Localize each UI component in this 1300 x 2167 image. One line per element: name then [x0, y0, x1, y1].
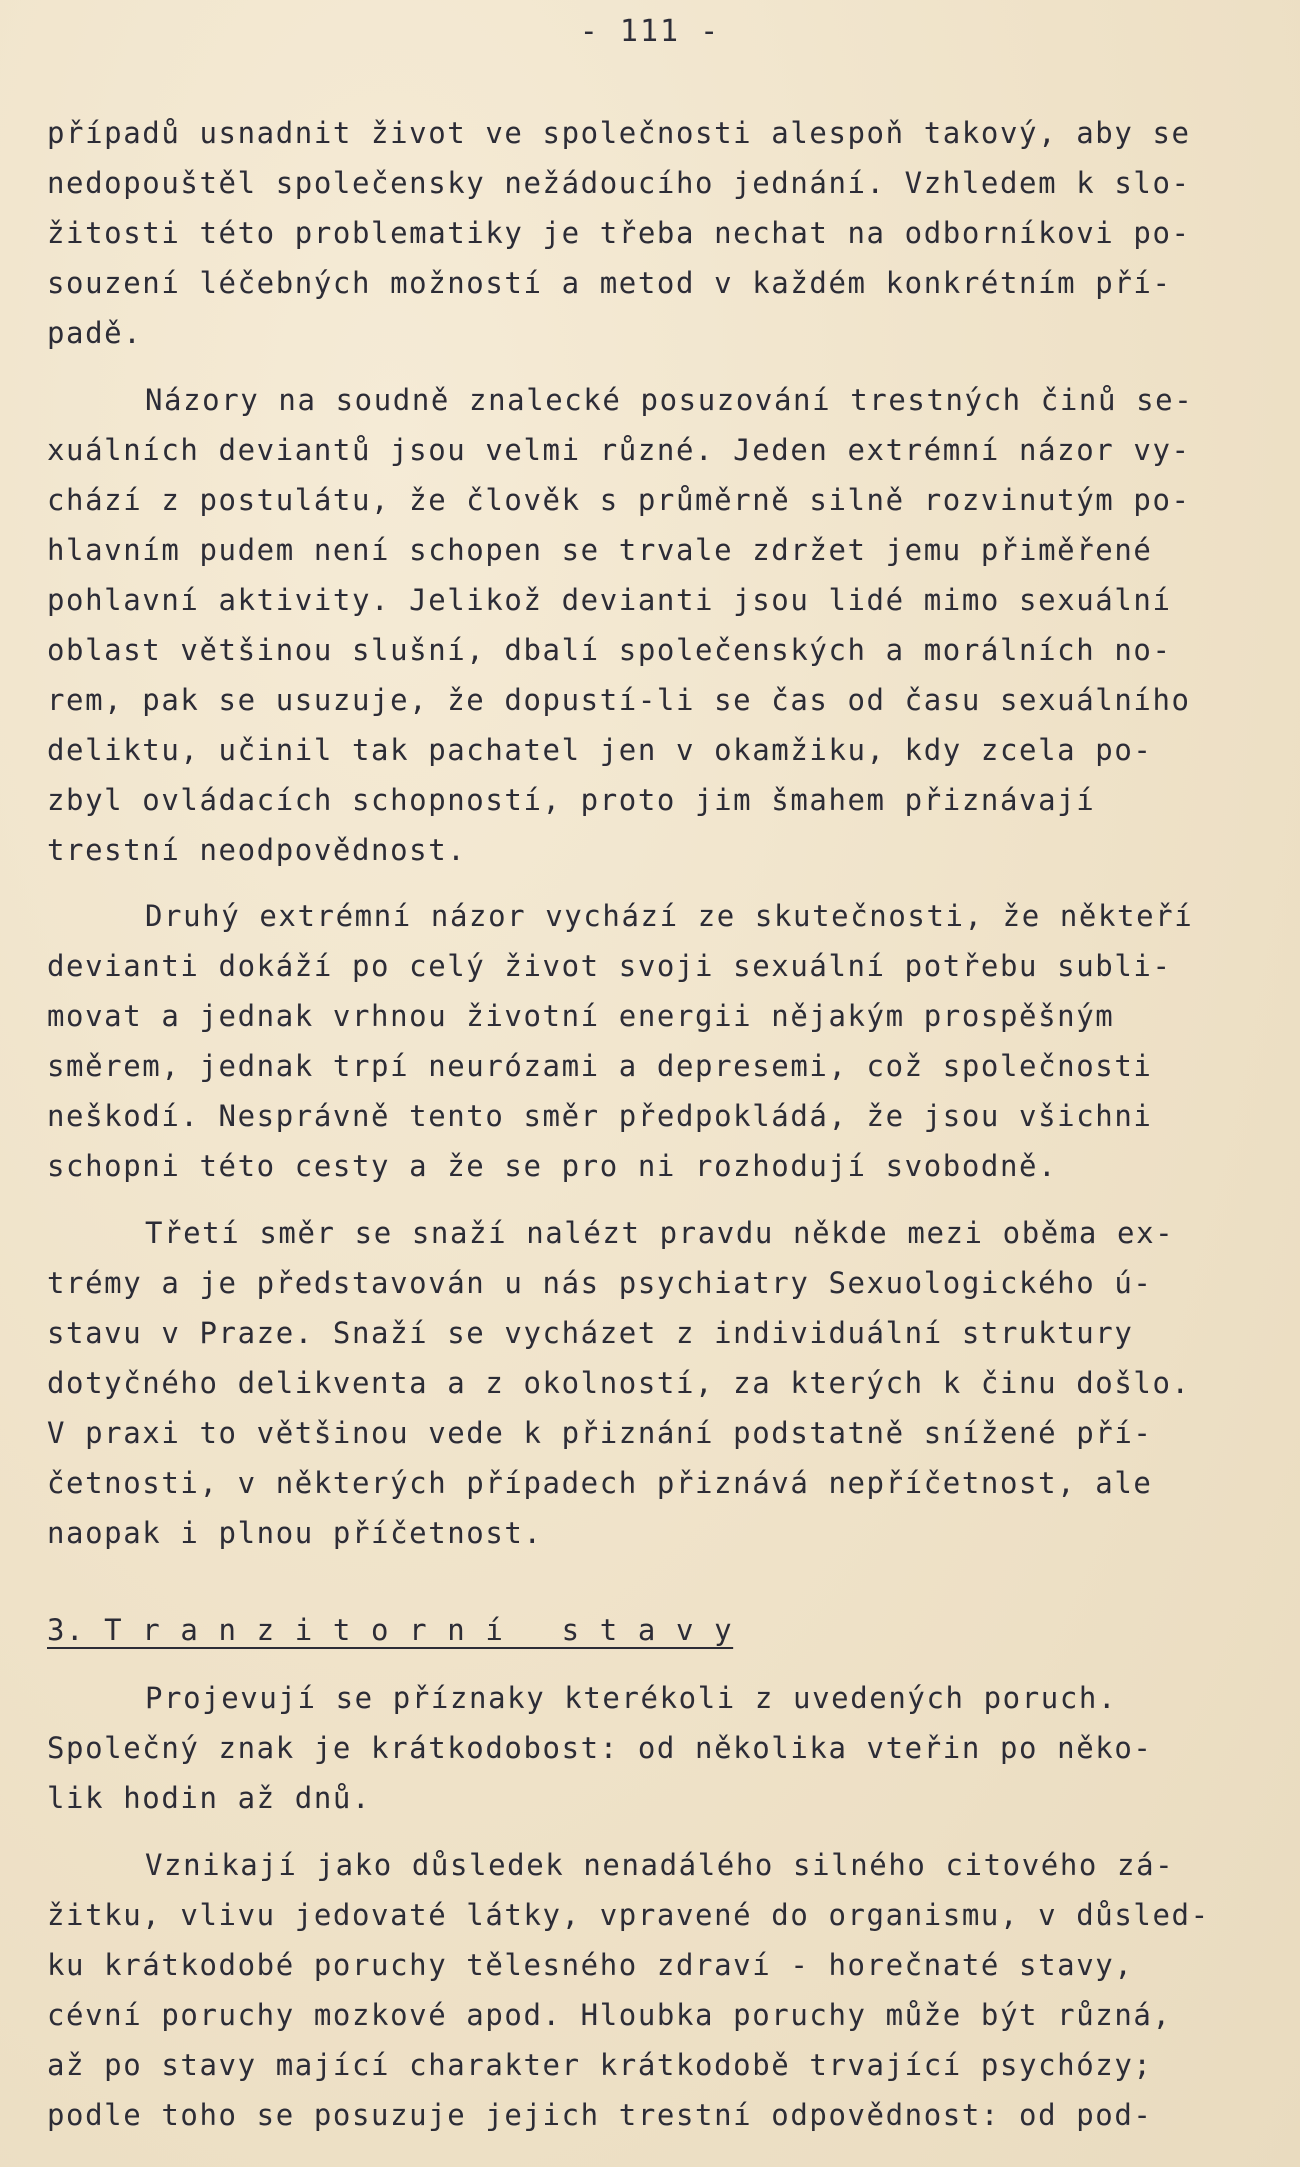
paragraph-4-line-7: naopak i plnou příčetnost. — [47, 1516, 543, 1550]
section-heading: 3. T r a n z i t o r n í s t a v y — [47, 1613, 734, 1647]
paragraph-2-line-8: deliktu, učinil tak pachatel jen v okamžiku, kdy zcela po- — [47, 733, 1153, 767]
section-paragraph-1-line-2: Společný znak je krátkodobost: od několika vteřin po něko- — [47, 1731, 1153, 1765]
section-paragraph-2-line-3: ku krátkodobé poruchy tělesného zdraví - horečnaté stavy, — [47, 1948, 1134, 1982]
paragraph-3-line-3: movat a jednak vrhnou životní energii nějakým prospěšným — [47, 999, 1115, 1033]
paragraph-1-line-4: souzení léčebných možností a metod v každém konkrétním pří- — [47, 266, 1172, 300]
paragraph-1-line-5: padě. — [47, 316, 143, 350]
paragraph-3-line-5: neškodí. Nesprávně tento směr předpokládá, že jsou všichni — [47, 1099, 1153, 1133]
paragraph-3-line-2: devianti dokáží po celý život svoji sexuální potřebu subli- — [47, 949, 1172, 983]
section-paragraph-2-line-5: až po stavy mající charakter krátkodobě trvající psychózy; — [47, 2048, 1153, 2082]
paragraph-4-line-6: četnosti, v některých případech přiznává nepříčetnost, ale — [47, 1466, 1153, 1500]
paragraph-3-line-1: Druhý extrémní názor vychází ze skutečnosti, že někteří — [145, 899, 1194, 933]
paragraph-2-line-2: xuálních deviantů jsou velmi různé. Jeden extrémní názor vy- — [47, 433, 1191, 467]
paragraph-2-line-4: hlavním pudem není schopen se trvale zdržet jemu přiměřené — [47, 533, 1153, 567]
paragraph-1-line-3: žitosti této problematiky je třeba nechat na odborníkovi po- — [47, 216, 1191, 250]
section-paragraph-1-line-3: lik hodin až dnů. — [47, 1781, 372, 1815]
section-paragraph-1-line-1: Projevují se příznaky kterékoli z uvedených poruch. — [145, 1681, 1118, 1715]
section-paragraph-2-line-6: podle toho se posuzuje jejich trestní odpovědnost: od pod- — [47, 2098, 1153, 2132]
section-paragraph-2-line-4: cévní poruchy mozkové apod. Hloubka poruchy může být různá, — [47, 1998, 1172, 2032]
paragraph-2-line-3: chází z postulátu, že člověk s průměrně silně rozvinutým po- — [47, 483, 1191, 517]
paragraph-2-line-10: trestní neodpovědnost. — [47, 833, 467, 867]
paragraph-4-line-3: stavu v Praze. Snaží se vycházet z individuální struktury — [47, 1316, 1134, 1350]
paragraph-4-line-2: trémy a je představován u nás psychiatry Sexuologického ú- — [47, 1266, 1153, 1300]
section-paragraph-2-line-1: Vznikají jako důsledek nenadálého silného citového zá- — [145, 1848, 1175, 1882]
paragraph-2-line-9: zbyl ovládacích schopností, proto jim šmahem přiznávají — [47, 783, 1096, 817]
paragraph-4-line-4: dotyčného delikventa a z okolností, za kterých k činu došlo. — [47, 1366, 1191, 1400]
paragraph-2-line-6: oblast většinou slušní, dbalí společenských a morálních no- — [47, 633, 1172, 667]
paragraph-2-line-7: rem, pak se usuzuje, že dopustí-li se čas od času sexuálního — [47, 683, 1191, 717]
paragraph-4-line-5: V praxi to většinou vede k přiznání podstatně snížené pří- — [47, 1416, 1153, 1450]
paragraph-2-line-1: Názory na soudně znalecké posuzování trestných činů se- — [145, 383, 1194, 417]
paragraph-3-line-4: směrem, jednak trpí neurózami a depresemi, což společnosti — [47, 1049, 1153, 1083]
paragraph-1-line-1: případů usnadnit život ve společnosti alespoň takový, aby se — [47, 116, 1191, 150]
section-paragraph-2-line-2: žitku, vlivu jedovaté látky, vpravené do organismu, v důsled- — [47, 1898, 1210, 1932]
paragraph-3-line-6: schopni této cesty a že se pro ni rozhodují svobodně. — [47, 1149, 1058, 1183]
page-number: - 111 - — [579, 14, 721, 49]
paragraph-1-line-2: nedopouštěl společensky nežádoucího jednání. Vzhledem k slo- — [47, 166, 1191, 200]
paragraph-4-line-1: Třetí směr se snaží nalézt pravdu někde mezi oběma ex- — [145, 1216, 1175, 1250]
paragraph-2-line-5: pohlavní aktivity. Jelikož devianti jsou lidé mimo sexuální — [47, 583, 1172, 617]
